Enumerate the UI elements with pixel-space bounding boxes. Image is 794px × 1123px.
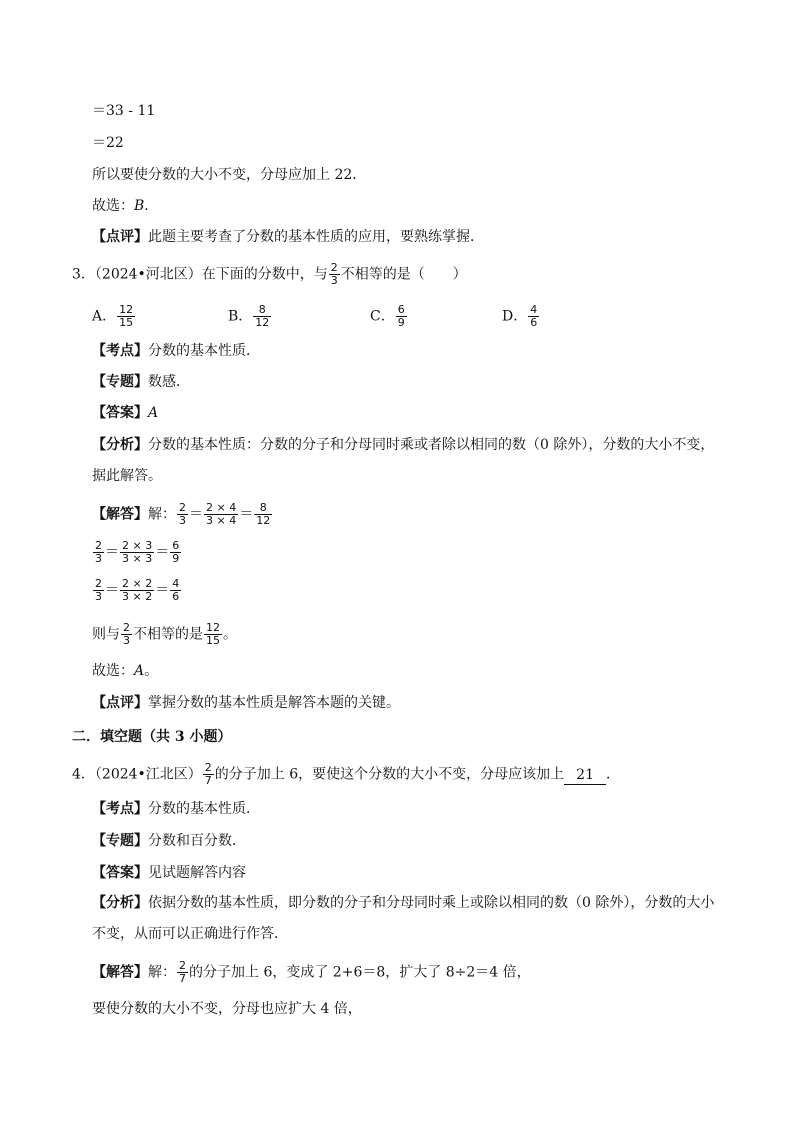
q4-analysis-1: 【分析】依据分数的基本性质，即分数的分子和分母同时乘上或除以相同的数（0 除外），分数的大小 — [92, 895, 715, 911]
q4-zhuanti: 【专题】分数和百分数． — [92, 833, 246, 849]
q3-analysis-1: 【分析】分数的基本性质：分数的分子和分母同时乘或者除以相同的数（0 除外），分数的大小不变， — [92, 437, 715, 453]
choose-line — [92, 197, 158, 215]
choose-suffix: ． — [144, 198, 159, 214]
comment-line — [92, 228, 484, 246]
q3-comment: 【点评】掌握分数的基本性质是解答本题的关键。 — [92, 695, 400, 711]
q3-solve-eq1: 【解答】解： $\frac{2}{3}$ ＝ $\frac{2 \times 4}{3 \times 4}$ ＝ $\frac{8}{12}$ — [92, 501, 271, 527]
q3-stem-suffix: 不相等的是（ ） — [340, 266, 467, 283]
comment-tag: 【点评】 — [92, 229, 148, 245]
calc-line-1: ＝33 - 11 — [92, 103, 156, 119]
comment-text: 此题主要考查了分数的基本性质的应用，要熟练掌握． — [148, 229, 484, 245]
q3-option-b: B． $\frac{8}{12}$ — [228, 303, 270, 329]
q4-answer: 【答案】见试题解答内容 — [92, 865, 246, 881]
q3-zhuanti: 【专题】数感． — [92, 374, 190, 390]
q4-fraction: $\frac{2}{7}$ — [204, 761, 212, 787]
choose-answer: B — [134, 198, 145, 214]
choose-prefix: 故选： — [92, 198, 134, 214]
q4-stem: 4．（2024•江北区） $\frac{2}{7}$ 的分子加上 6，要使这个分数的大小不变，分母应该加上 21 ． — [72, 761, 620, 787]
q4-solve-last: 要使分数的大小不变，分母也应扩大 4 倍， — [92, 1001, 362, 1017]
q3-stem — [72, 262, 467, 287]
q3-choose: 故选：A。 — [92, 663, 159, 679]
q4-solve: 【解答】解： $\frac{2}{7}$ 的分子加上 6，变成了 2+6＝8，扩大了 8÷2＝4 倍， — [92, 959, 531, 985]
q3-solve-eq3: $\frac{2}{3}$ ＝ $\frac{2 \times 2}{3 \times 2}$ ＝ $\frac{4}{6}$ — [95, 577, 180, 603]
conclusion-line: 所以要使分数的大小不变，分母应加上 22． — [92, 167, 367, 183]
q3-option-d: D． $\frac{4}{6}$ — [502, 303, 538, 329]
q3-answer: 【答案】A — [92, 405, 159, 421]
q4-kaodian: 【考点】分数的基本性质． — [92, 801, 260, 817]
section-title-fill-in: 二．填空题（共 3 小题） — [72, 729, 232, 745]
q3-fraction: $\frac{2}{3}$ — [330, 261, 338, 287]
q4-analysis-2: 不变，从而可以正确进行作答． — [92, 926, 288, 942]
q3-kaodian: 【考点】分数的基本性质． — [92, 343, 260, 359]
q3-analysis-2: 据此解答。 — [92, 468, 162, 484]
q3-conclusion: 则与 $\frac{2}{3}$ 不相等的是 $\frac{12}{15}$ 。 — [92, 621, 237, 647]
q3-number: 3．（2024•河北区）在下面的分数中，与 — [72, 266, 328, 283]
q3-option-a: A． $\frac{12}{15}$ — [92, 303, 134, 329]
q3-option-c: C． $\frac{6}{9}$ — [370, 303, 405, 329]
q3-solve-eq2: $\frac{2}{3}$ ＝ $\frac{2 \times 3}{3 \times 3}$ ＝ $\frac{6}{9}$ — [95, 539, 180, 565]
calc-line-2: ＝22 — [92, 135, 124, 151]
q4-answer-blank: 21 — [564, 766, 606, 785]
